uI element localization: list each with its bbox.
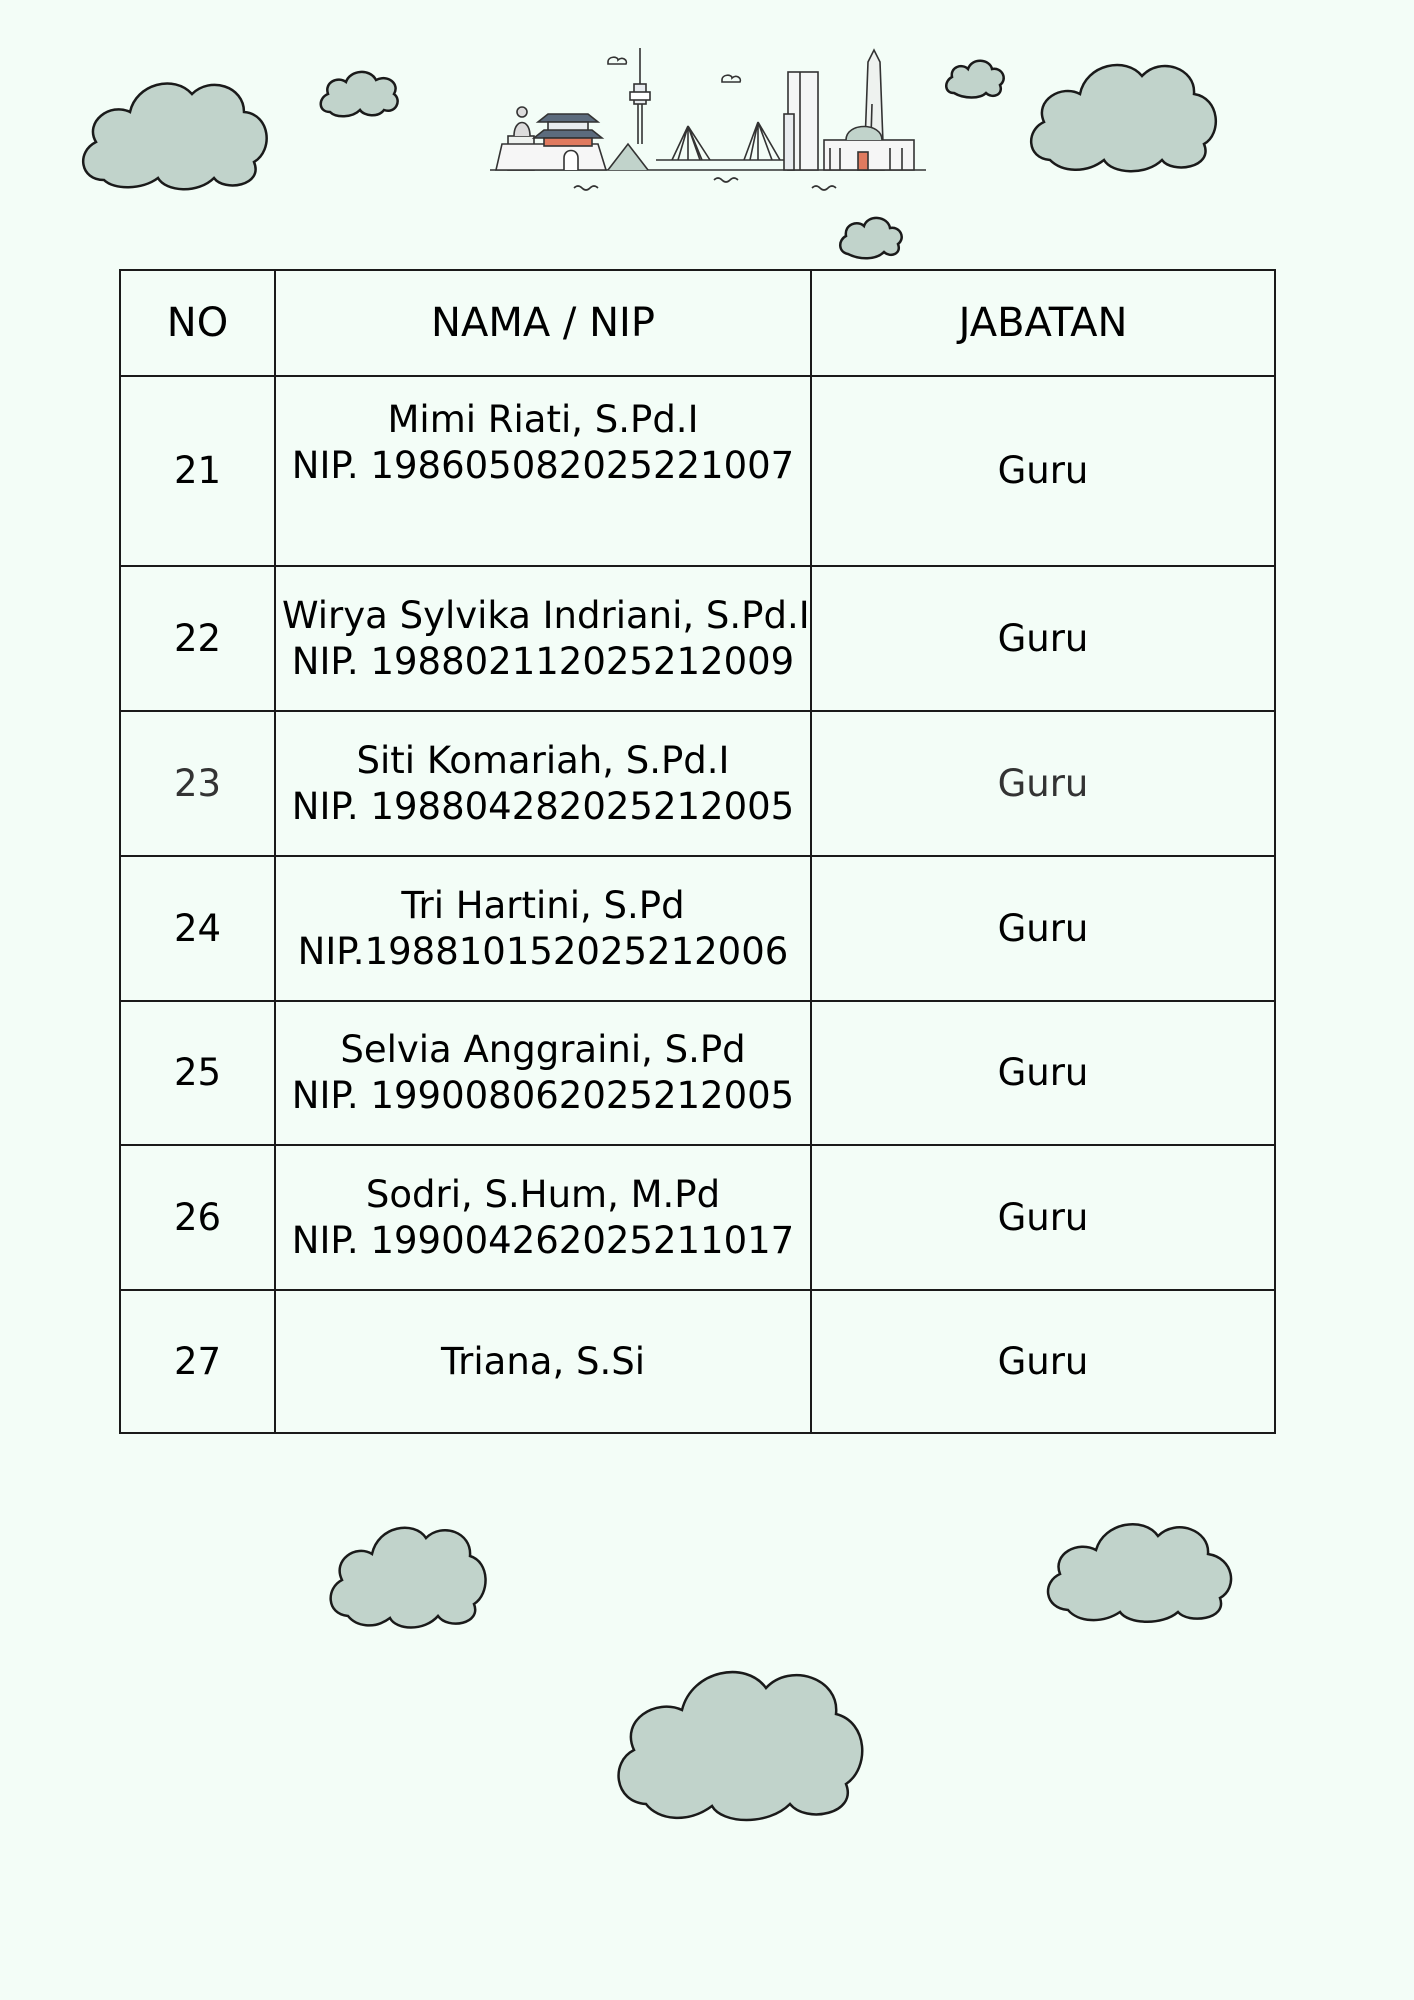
jabatan-cell: Guru bbox=[811, 856, 1275, 1001]
name-cell bbox=[275, 566, 811, 711]
table-row bbox=[120, 711, 1275, 856]
employee-name: Selvia Anggraini, S.Pd bbox=[340, 1028, 746, 1071]
name-cell bbox=[275, 1145, 811, 1290]
employee-nip: NIP.198810152025212006 bbox=[297, 929, 789, 973]
header-no: NO bbox=[120, 270, 275, 376]
employee-name: Tri Hartini, S.Pd bbox=[401, 883, 685, 927]
cloud-icon bbox=[316, 66, 402, 118]
jabatan-cell: Guru bbox=[811, 1145, 1275, 1290]
row-number: 22 bbox=[120, 566, 275, 711]
name-cell bbox=[275, 1290, 811, 1433]
jabatan-cell: Guru bbox=[811, 1001, 1275, 1145]
table-row bbox=[120, 1001, 1275, 1145]
employee-nip: NIP. 199008062025212005 bbox=[291, 1074, 795, 1117]
employee-nip: NIP. 199004262025211017 bbox=[291, 1218, 795, 1262]
roster-table bbox=[119, 269, 1276, 1434]
jabatan-cell: Guru bbox=[811, 711, 1275, 856]
row-number: 21 bbox=[120, 376, 275, 566]
row-number: 26 bbox=[120, 1145, 275, 1290]
employee-nip: NIP. 198802112025212009 bbox=[291, 639, 795, 683]
cloud-icon bbox=[836, 212, 906, 260]
header-jabatan: JABATAN bbox=[811, 270, 1275, 376]
table-header-row bbox=[120, 270, 1275, 376]
employee-name: Siti Komariah, S.Pd.I bbox=[356, 738, 730, 782]
table-row bbox=[120, 376, 1275, 566]
row-number: 24 bbox=[120, 856, 275, 1001]
cloud-icon bbox=[1022, 46, 1224, 176]
jabatan-cell: Guru bbox=[811, 566, 1275, 711]
cloud-icon bbox=[1038, 1510, 1240, 1626]
name-cell bbox=[275, 1001, 811, 1145]
employee-name: Triana, S.Si bbox=[441, 1339, 645, 1383]
employee-name: Sodri, S.Hum, M.Pd bbox=[365, 1172, 721, 1216]
table-row bbox=[120, 1145, 1275, 1290]
table-row bbox=[120, 1290, 1275, 1433]
table-row bbox=[120, 856, 1275, 1001]
employee-nip: NIP. 198605082025221007 bbox=[291, 444, 795, 487]
row-number: 25 bbox=[120, 1001, 275, 1145]
jabatan-cell: Guru bbox=[811, 1290, 1275, 1433]
city-skyline-icon bbox=[488, 44, 928, 204]
header-name: NAMA / NIP bbox=[275, 270, 811, 376]
jabatan-cell: Guru bbox=[811, 376, 1275, 566]
cloud-icon bbox=[942, 55, 1008, 99]
employee-nip: NIP. 198804282025212005 bbox=[291, 784, 795, 828]
name-cell bbox=[275, 856, 811, 1001]
cloud-icon bbox=[322, 1510, 490, 1632]
cloud-icon bbox=[74, 62, 274, 194]
table-row bbox=[120, 566, 1275, 711]
employee-name: Mimi Riati, S.Pd.I bbox=[387, 398, 699, 441]
name-cell bbox=[275, 711, 811, 856]
row-number: 23 bbox=[120, 711, 275, 856]
name-cell bbox=[275, 376, 811, 566]
cloud-icon bbox=[606, 1648, 872, 1826]
employee-name: Wirya Sylvika Indriani, S.Pd.I bbox=[282, 593, 810, 637]
row-number: 27 bbox=[120, 1290, 275, 1433]
